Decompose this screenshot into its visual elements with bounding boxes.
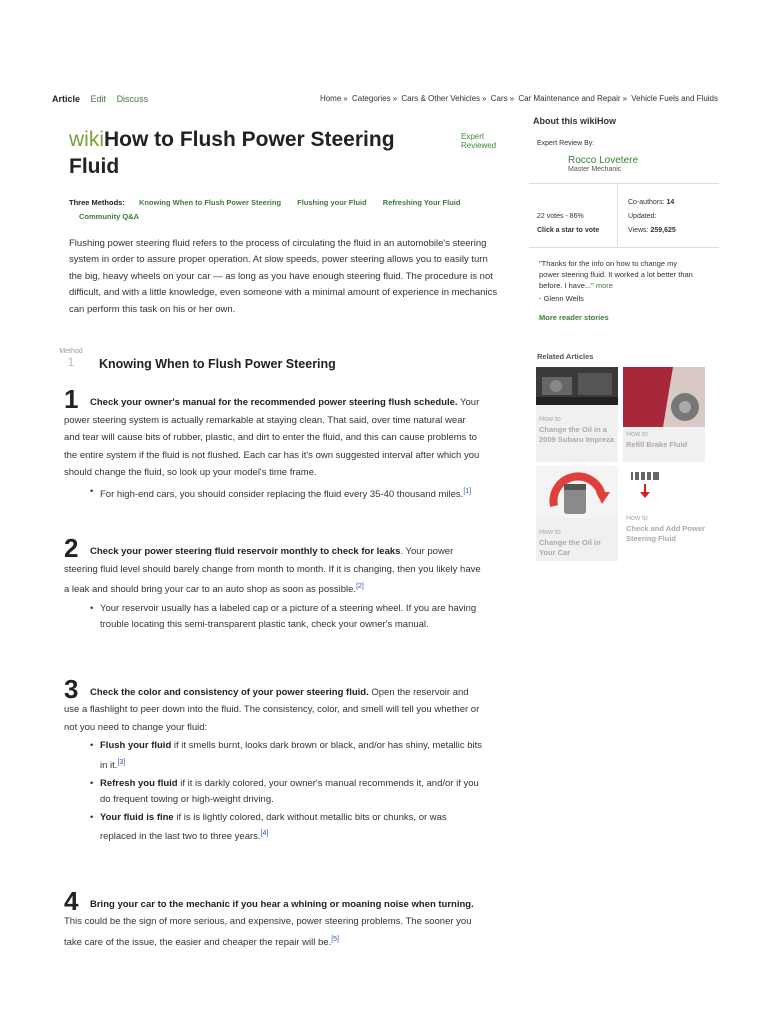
- coauthors-label: Co-authors:: [628, 199, 665, 206]
- expert-review-label: Expert Review By:: [537, 140, 595, 147]
- coauthors-value: 14: [666, 199, 675, 206]
- tab-discuss[interactable]: Discuss: [116, 94, 149, 104]
- breadcrumb-fluids[interactable]: Vehicle Fuels and Fluids: [631, 94, 718, 103]
- tab-edit[interactable]: Edit: [90, 94, 107, 104]
- reviewer-name[interactable]: Rocco Lovetere: [568, 155, 639, 166]
- quote-text: "Thanks for the info on how to change my power steering fluid. It worked a lot better than before. I have...": [539, 259, 693, 290]
- reader-quote: [529, 258, 699, 291]
- step-text: [64, 896, 484, 952]
- related-articles-title: Related Articles: [537, 352, 594, 361]
- list-item: [90, 776, 484, 809]
- step-bullets: [90, 484, 484, 504]
- views: [628, 224, 676, 238]
- ref-link[interactable]: [3]: [117, 758, 126, 766]
- updated-label: Updated:: [628, 213, 657, 220]
- methods-nav: [60, 196, 500, 224]
- oil-filter-image: [536, 466, 618, 518]
- about-title: About this wikiHow: [533, 116, 616, 126]
- coauthors: [628, 196, 676, 210]
- step-1: [64, 384, 484, 503]
- list-item: [90, 601, 484, 634]
- step-number: 1: [64, 384, 79, 415]
- bullet-bold: Your fluid is fine: [100, 811, 174, 823]
- step-bold: Check the color and consistency of your power steering fluid.: [90, 686, 369, 698]
- breadcrumb-sep: »: [622, 94, 628, 103]
- expert-reviewed-badge[interactable]: [461, 132, 501, 150]
- how-to-label: How to: [539, 529, 561, 536]
- ref-link[interactable]: [2]: [356, 583, 364, 591]
- related-article-title: Change the Oil in Your Car: [539, 538, 601, 557]
- how-to-label: How to: [626, 431, 648, 438]
- method-header: [60, 348, 500, 378]
- method-title: Knowing When to Flush Power Steering: [99, 357, 336, 372]
- bullet-text: if it is darkly colored, your owner's manual recommends it, and/or if you do frequent towing or high-weight driving.: [100, 777, 479, 805]
- methods-label: Three Methods:: [69, 198, 125, 207]
- vote-cta: Click a star to vote: [537, 227, 600, 234]
- engine-image: [536, 367, 618, 405]
- community-qa-link[interactable]: Community Q&A: [79, 212, 139, 221]
- related-article-card[interactable]: [623, 466, 705, 561]
- views-label: Views:: [628, 227, 649, 234]
- method-number: 1: [67, 355, 75, 370]
- step-2: [64, 533, 484, 634]
- bullet-text: Your reservoir usually has a labeled cap or a picture of a steering wheel. If you are having trouble locating this semi-transparent plastic tank, check your owner's manual.: [100, 602, 477, 631]
- bullet-text: For high-end cars, you should consider replacing the fluid every 35-40 thousand miles.: [100, 488, 464, 500]
- breadcrumb-maintenance[interactable]: Car Maintenance and Repair: [518, 94, 621, 103]
- quote-more-link[interactable]: more: [595, 281, 613, 290]
- badge-line-1: Expert: [461, 132, 485, 141]
- list-item: [90, 484, 484, 504]
- step-number: 4: [64, 885, 79, 916]
- ref-link[interactable]: [1]: [463, 487, 472, 495]
- more-reader-stories-link[interactable]: More reader stories: [539, 313, 609, 322]
- step-text: [64, 543, 484, 599]
- bullet-bold: Flush your fluid: [100, 740, 172, 752]
- breadcrumb-cars[interactable]: Cars: [490, 94, 508, 103]
- related-article-title: Change the Oil in a 2009 Subaru Impreza: [539, 425, 615, 444]
- step-4: [64, 885, 484, 952]
- article-tabs: [52, 94, 156, 104]
- step-text: [64, 394, 484, 482]
- step-number: 3: [64, 673, 79, 704]
- wiki-logo-text: wiki: [69, 128, 104, 151]
- article-main: [60, 126, 500, 951]
- how-to-label: How to: [539, 416, 561, 423]
- related-article-text: [536, 405, 618, 445]
- related-article-title: Refill Brake Fluid: [626, 440, 688, 449]
- step-detail: This could be the sign of more serious, and expensive, power steering problems. The sooner you take care of the issue, the easier and cheaper the repair will be.: [64, 916, 472, 948]
- expert-review-card: [529, 140, 719, 184]
- quote-author: - Glenn Wells: [539, 294, 584, 303]
- breadcrumb-sep: »: [392, 94, 398, 103]
- bullet-text: if is is lightly colored, dark without metallic bits or chunks, or was replaced in the last two to three years.: [100, 811, 447, 843]
- page-title: [60, 126, 440, 180]
- ref-link[interactable]: [5]: [331, 935, 340, 943]
- method-word: Method: [59, 348, 83, 356]
- step-detail: . Your power steering fluid level should barely change from month to month. If it is changing, then you likely have a leak and should bring your car to an auto shop as soon as possible.: [64, 546, 481, 596]
- breadcrumb: [320, 94, 718, 103]
- related-article-card[interactable]: [536, 367, 618, 462]
- article-stats: [529, 184, 719, 248]
- step-bold: Bring your car to the mechanic if you hear a whining or moaning noise when turning.: [90, 898, 474, 910]
- vote-count: 22 votes - 86%: [537, 213, 584, 220]
- method-link-3[interactable]: Refreshing Your Fluid: [382, 198, 461, 207]
- related-article-card[interactable]: [623, 367, 705, 462]
- oil-filter-thumbnail: [536, 466, 618, 518]
- breadcrumb-sep: »: [509, 94, 515, 103]
- bullet-bold: Refresh you fluid: [100, 777, 178, 789]
- rating-box[interactable]: [529, 184, 618, 247]
- brake-image: [623, 367, 705, 427]
- breadcrumb-categories[interactable]: Categories: [351, 94, 391, 103]
- breadcrumb-sep: »: [482, 94, 487, 103]
- title-text: How to Flush Power Steering Fluid: [69, 128, 395, 178]
- views-value: 259,625: [650, 227, 676, 234]
- related-article-text: [623, 427, 705, 450]
- step-detail: Your power steering system is actually remarkable at staying clean. That said, over time natural wear and tear will cause bits of rubber, plastic, and dirt to enter the fluid, and this can cause problems to the entire system if the fluid is not flushed. Each car has it's own suggested interval after which you should change the fluid, so look up your model's time frame.: [64, 397, 480, 479]
- fluid-image: [623, 466, 705, 506]
- sidebar: [529, 116, 719, 561]
- ref-link[interactable]: [4]: [260, 830, 269, 837]
- step-number: 2: [64, 533, 79, 564]
- stats-box: [618, 184, 676, 247]
- related-article-text: [536, 518, 618, 558]
- how-to-label: How to: [626, 515, 648, 522]
- breadcrumb-cars-other[interactable]: Cars & Other Vehicles: [401, 94, 481, 103]
- bullet-text: if it smells burnt, looks dark brown or black, and/or has shiny, metallic bits in it.: [100, 740, 483, 771]
- method-link-2[interactable]: Flushing your Fluid: [297, 198, 367, 207]
- intro-paragraph: Flushing power steering fluid refers to the process of circulating the fluid in an automobile's steering system in order to assure proper operation. At slow speeds, power steering allows you to easily turn the big, heavy wheels on your car — as long as you have enough steering fluid. The procedure is not difficult, and with a little knowledge, even someone with a minimal amount of experience in mechanics can perform this task on his or her own.: [69, 238, 498, 315]
- engine-thumbnail: [536, 367, 618, 405]
- related-article-text: [623, 506, 705, 544]
- step-bullets: [90, 738, 484, 845]
- list-item: [90, 810, 484, 846]
- reviewer-role: Master Mechanic: [568, 166, 622, 173]
- breadcrumb-sep: »: [343, 94, 348, 103]
- step-bullets: [90, 601, 484, 634]
- step-3: [64, 673, 484, 846]
- step-bold: Check your owner's manual for the recommended power steering flush schedule.: [90, 397, 458, 409]
- tab-article[interactable]: Article: [52, 94, 81, 104]
- fluid-thumbnail: [623, 466, 705, 506]
- method-link-1[interactable]: Knowing When to Flush Power Steering: [138, 198, 282, 207]
- breadcrumb-home[interactable]: Home: [319, 94, 342, 103]
- badge-line-2: Reviewed: [461, 141, 497, 150]
- related-articles-grid: [536, 367, 719, 561]
- related-article-card[interactable]: [536, 466, 618, 561]
- brake-thumbnail: [623, 367, 705, 427]
- related-article-title: Check and Add Power Steering Fluid: [626, 524, 705, 543]
- list-item: [90, 738, 484, 774]
- title-row: [60, 126, 500, 182]
- method-label: [58, 348, 84, 369]
- step-bold: Check your power steering fluid reservoir monthly to check for leaks: [90, 546, 401, 558]
- step-text: [64, 684, 484, 737]
- step-detail: Open the reservoir and use a flashlight to peer down into the fluid. The consistency, color, and smell will tell you whether or not you need to change your fluid:: [64, 686, 480, 733]
